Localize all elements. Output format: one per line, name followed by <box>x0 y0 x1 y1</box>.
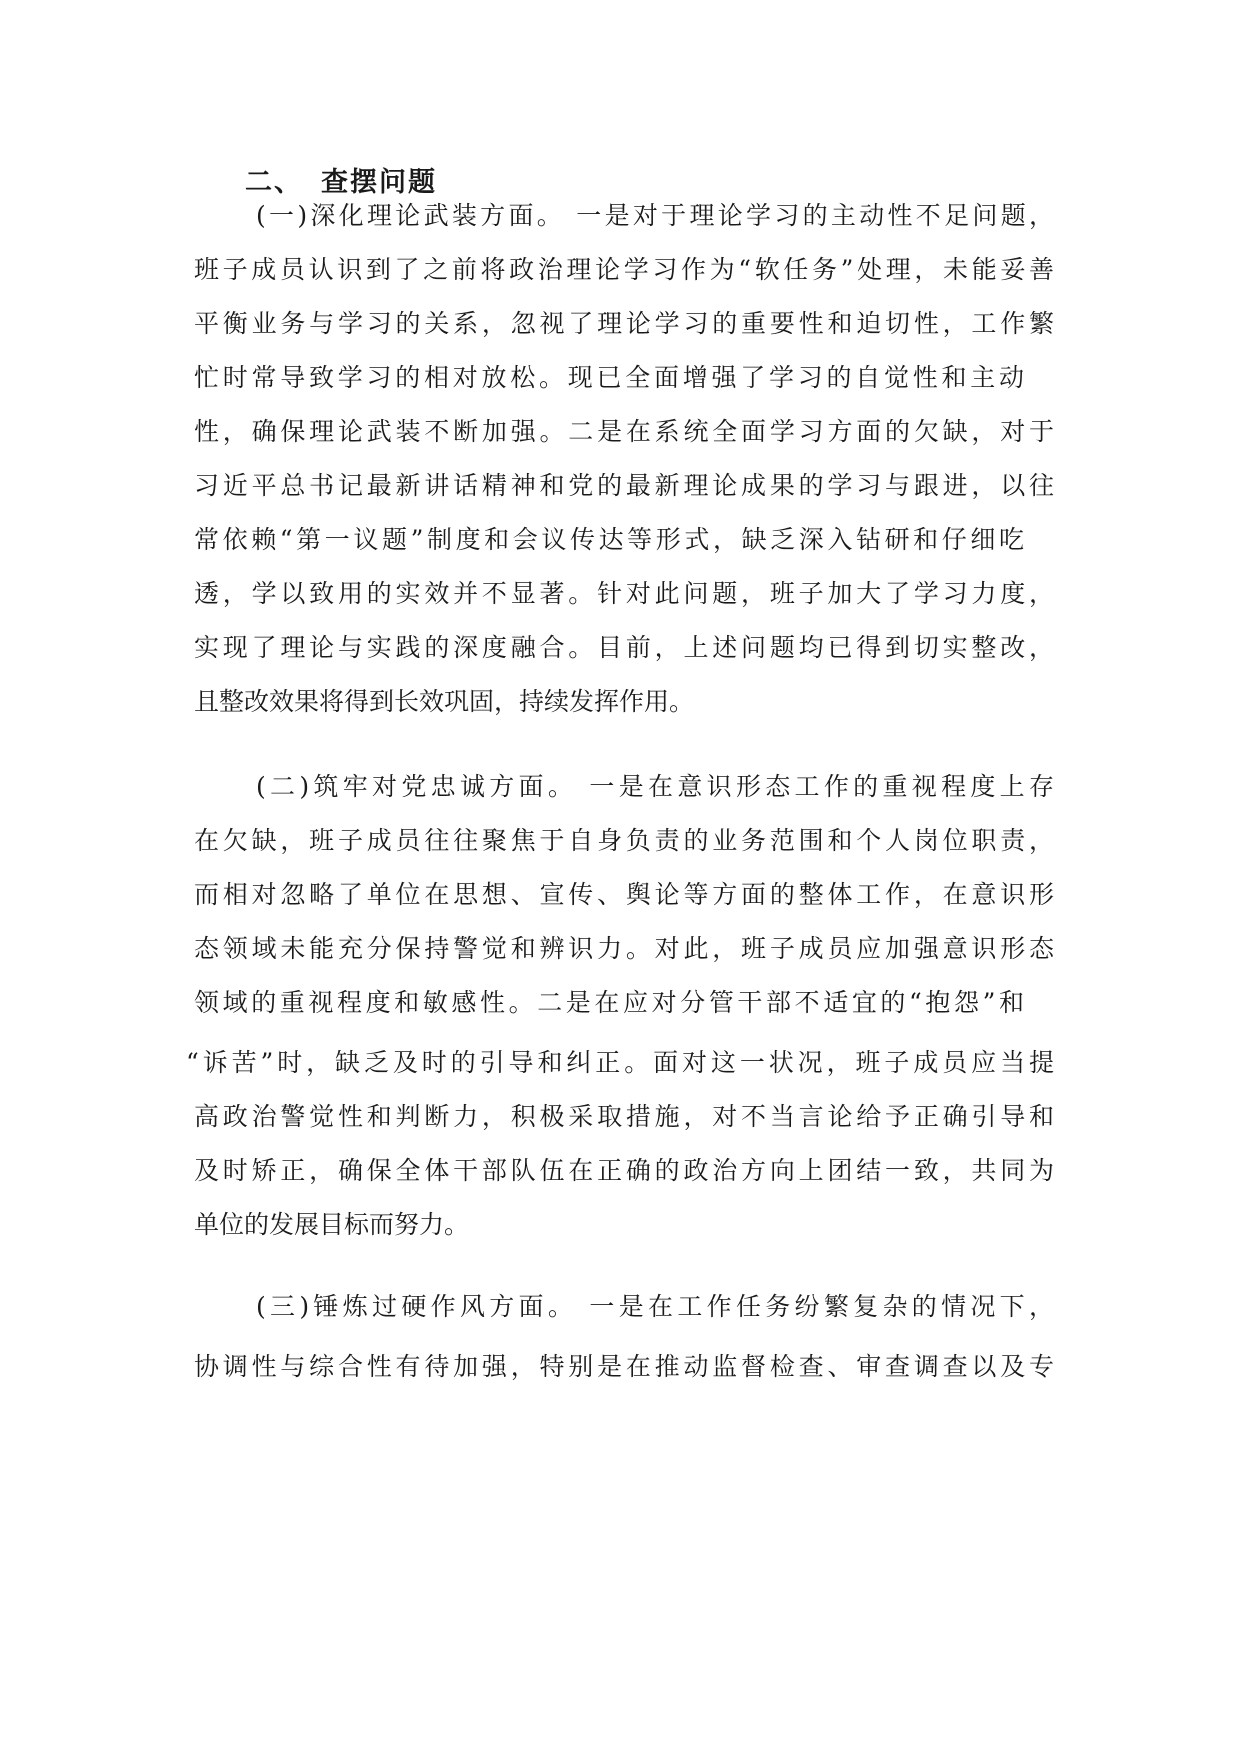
paragraph-line: “诉苦”时，缺乏及时的引导和纠正。面对这一状况，班子成员应当提 <box>186 1048 1054 1077</box>
paragraph-line: 态领域未能充分保持警觉和辨识力。对此，班子成员应加强意识形态 <box>194 934 1054 963</box>
paragraph-line: 忙时常导致学习的相对放松。现已全面增强了学习的自觉性和主动 <box>194 363 1024 392</box>
paragraph-line: 且整改效果将得到长效巩固，持续发挥作用。 <box>194 687 695 716</box>
paragraph-line: 常依赖“第一议题”制度和会议传达等形式，缺乏深入钻研和仔细吃 <box>194 525 1024 554</box>
paragraph-line: 而相对忽略了单位在思想、宣传、舆论等方面的整体工作，在意识形 <box>194 880 1054 909</box>
section-title: 查摆问题 <box>321 167 437 198</box>
paragraph-line: 在欠缺，班子成员往往聚焦于自身负责的业务范围和个人岗位职责， <box>194 826 1054 855</box>
paragraph-line: 平衡业务与学习的关系，忽视了理论学习的重要性和迫切性，工作繁 <box>194 309 1054 338</box>
paragraph-line: 性，确保理论武装不断加强。二是在系统全面学习方面的欠缺，对于 <box>194 417 1054 446</box>
paragraph-line: (一)深化理论武装方面。 一是对于理论学习的主动性不足问题， <box>256 201 1054 230</box>
paragraph-line: 班子成员认识到了之前将政治理论学习作为“软任务”处理，未能妥善 <box>194 255 1054 284</box>
paragraph-party-loyalty <box>186 760 1054 1252</box>
paragraph-line: (二)筑牢对党忠诚方面。 一是在意识形态工作的重视程度上存 <box>256 772 1054 801</box>
paragraph-line: 实现了理论与实践的深度融合。目前，上述问题均已得到切实整改， <box>194 633 1054 662</box>
paragraph-line: 习近平总书记最新讲话精神和党的最新理论成果的学习与跟进，以往 <box>194 471 1054 500</box>
paragraph-line: 领域的重视程度和敏感性。二是在应对分管干部不适宜的“抱怨”和 <box>194 988 1024 1017</box>
paragraph-line: (三)锤炼过硬作风方面。 一是在工作任务纷繁复杂的情况下， <box>256 1292 1054 1321</box>
paragraph-line: 及时矫正，确保全体干部队伍在正确的政治方向上团结一致，共同为 <box>194 1156 1054 1185</box>
paragraph-theory-study <box>194 189 1054 729</box>
paragraph-work-style <box>194 1280 1054 1394</box>
section-number: 二、 <box>245 167 303 198</box>
paragraph-line: 高政治警觉性和判断力，积极采取措施，对不当言论给予正确引导和 <box>194 1102 1054 1131</box>
paragraph-line: 单位的发展目标而努力。 <box>194 1210 470 1239</box>
paragraph-line: 透，学以致用的实效并不显著。针对此问题，班子加大了学习力度， <box>194 579 1054 608</box>
paragraph-line: 协调性与综合性有待加强，特别是在推动监督检查、审查调查以及专 <box>194 1352 1054 1381</box>
